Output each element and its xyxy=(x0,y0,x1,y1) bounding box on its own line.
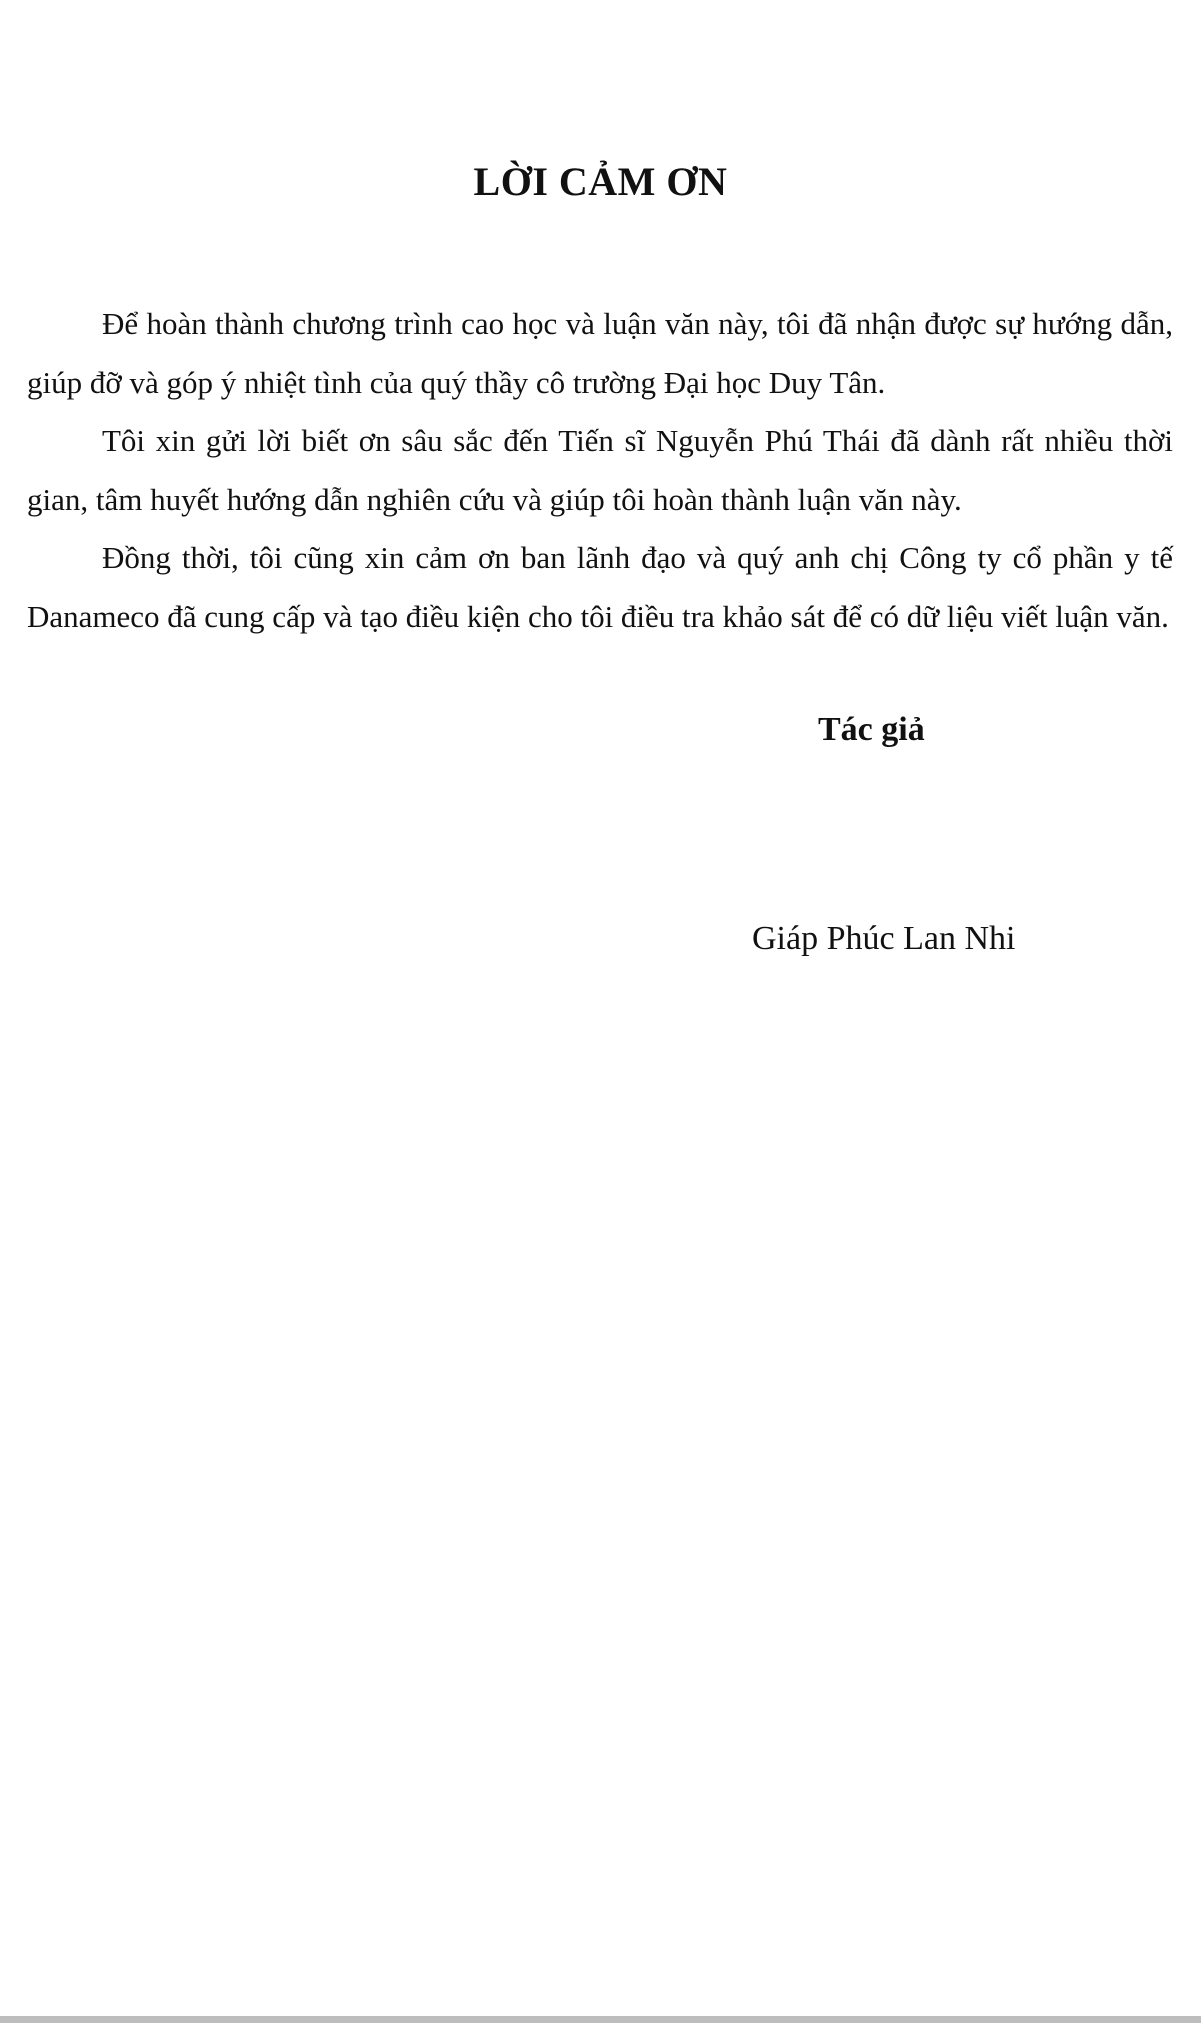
page-title: LỜI CẢM ƠN xyxy=(473,159,728,204)
author-label: Tác giả xyxy=(818,711,925,748)
paragraph-1: Để hoàn thành chương trình cao học và luận văn này, tôi đã nhận được sự hướng dẫn, giúp đỡ và góp ý nhiệt tình của quý thầy cô trường Đại học Duy Tân. xyxy=(27,306,1173,400)
paragraph-2: Tôi xin gửi lời biết ơn sâu sắc đến Tiến sĩ Nguyễn Phú Thái đã dành rất nhiều thời gian, tâm huyết hướng dẫn nghiên cứu và giúp tôi hoàn thành luận văn này. xyxy=(27,423,1173,517)
acknowledgement-body xyxy=(27,295,1173,646)
bottom-divider xyxy=(0,2016,1201,2023)
author-name: Giáp Phúc Lan Nhi xyxy=(752,920,1016,957)
paragraph-3: Đồng thời, tôi cũng xin cảm ơn ban lãnh đạo và quý anh chị Công ty cổ phần y tế Danameco đã cung cấp và tạo điều kiện cho tôi điều tra khảo sát để có dữ liệu viết luận văn. xyxy=(27,540,1173,634)
